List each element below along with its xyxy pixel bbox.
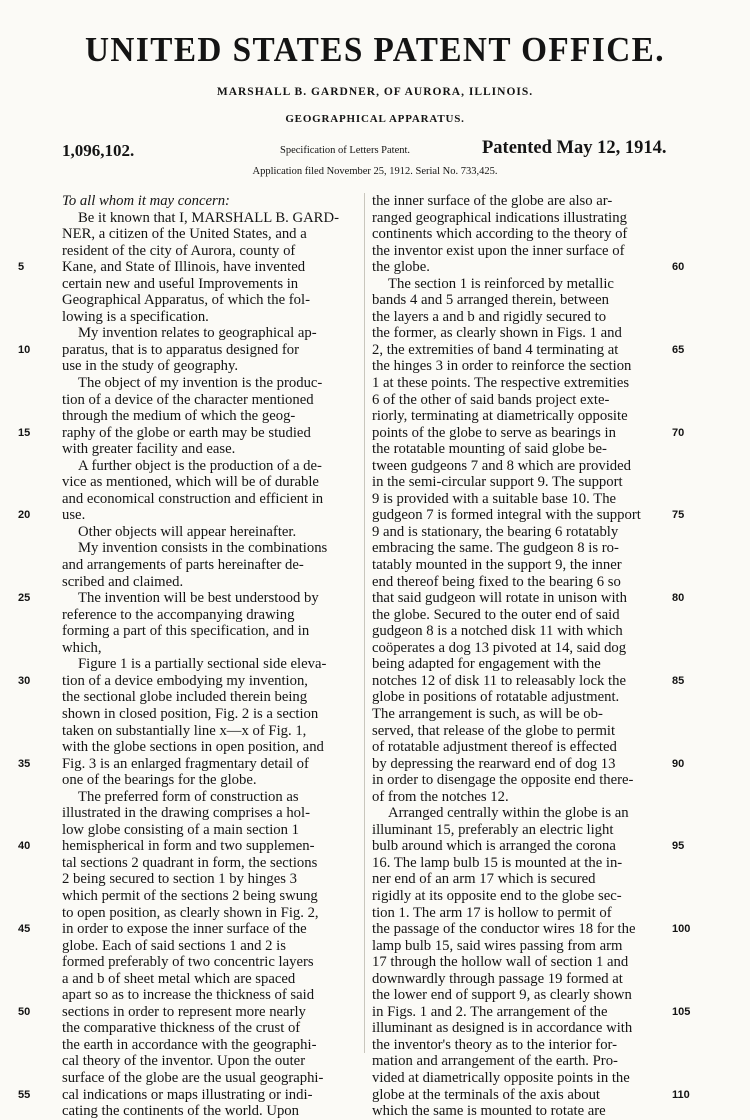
text-line: illuminant 15, preferably an electric light: [372, 821, 614, 838]
line-number: 95: [672, 840, 685, 853]
text-line: resident of the city of Aurora, county of: [62, 242, 296, 259]
text-line: the inventor exist upon the inner surface of: [372, 242, 625, 259]
text-line: tion of a device of the character mentioned: [62, 391, 314, 408]
text-line: gudgeon 7 is formed integral with the support: [372, 507, 641, 524]
line-number: 110: [672, 1088, 690, 1101]
text-line: through the medium of which the geog-: [62, 408, 296, 425]
text-line: and arrangements of parts hereinafter de-: [62, 557, 304, 574]
text-line: gudgeon 8 is a notched disk 11 with which: [372, 623, 623, 640]
text-line: sections in order to represent more nearly: [62, 1003, 306, 1020]
text-line: globe in positions of rotatable adjustment.: [372, 689, 620, 706]
text-line: by depressing the rearward end of dog 13: [372, 755, 616, 772]
text-line: in order to disengage the opposite end there-: [372, 772, 634, 789]
text-line: tal sections 2 quadrant in form, the sections: [62, 854, 318, 871]
text-line: the rotatable mounting of said globe be-: [372, 441, 607, 458]
text-line: raphy of the globe or earth may be studied: [62, 424, 311, 441]
text-line: one of the bearings for the globe.: [62, 772, 257, 789]
text-line: taken on substantially line x—x of Fig. 1,: [62, 722, 307, 739]
text-line: Other objects will appear hereinafter.: [78, 523, 297, 540]
text-line: the lower end of support 9, as clearly shown: [372, 987, 632, 1004]
text-line: bulb around which is arranged the corona: [372, 838, 616, 855]
right-column: [372, 193, 664, 1120]
line-number: 65: [672, 343, 685, 356]
line-number: 30: [18, 674, 31, 687]
text-line: downwardly through passage 19 formed at: [372, 970, 623, 987]
office-title: UNITED STATES PATENT OFFICE.: [84, 30, 666, 69]
text-line: To all whom it may concern:: [62, 193, 230, 209]
left-column: [62, 193, 358, 1120]
text-line: in Figs. 1 and 2. The arrangement of the: [372, 1003, 608, 1020]
text-line: The object of my invention is the produc-: [78, 375, 323, 392]
text-line: tion 1. The arm 17 is hollow to permit of: [372, 904, 612, 921]
text-line: vice as mentioned, which will be of durable: [62, 474, 319, 491]
line-number: 55: [18, 1088, 31, 1101]
specification-label: Specification of Letters Patent.: [280, 145, 411, 156]
text-line: 6 of the other of said bands project exte-: [372, 391, 610, 408]
text-line: The arrangement is such, as will be ob-: [372, 705, 603, 722]
text-line: to open position, as clearly shown in Fig. 2,: [62, 904, 319, 921]
text-line: being adapted for engagement with the: [372, 656, 601, 673]
line-number: 15: [18, 426, 31, 439]
text-line: embracing the same. The gudgeon 8 is ro-: [372, 540, 619, 557]
text-line: A further object is the production of a de-: [78, 457, 322, 474]
text-line: surface of the globe are the usual geographi-: [62, 1069, 324, 1086]
text-line: cating the continents of the world. Upon: [62, 1103, 299, 1120]
text-line: 9 and is stationary, the bearing 6 rotatably: [372, 523, 619, 540]
line-number: 50: [18, 1005, 31, 1018]
text-line: 17 through the hollow wall of section 1 and: [372, 954, 629, 971]
text-line: The preferred form of construction as: [78, 788, 299, 805]
line-number: 60: [672, 261, 685, 274]
text-line: NER, a citizen of the United States, and a: [62, 226, 307, 243]
text-line: low globe consisting of a main section 1: [62, 821, 300, 838]
text-line: My invention consists in the combinations: [78, 540, 328, 557]
line-number: 20: [18, 509, 31, 522]
text-line: riorly, terminating at diametrically opposite: [372, 408, 628, 425]
text-line: which permit of the sections 2 being swung: [62, 887, 318, 904]
text-line: The section 1 is reinforced by metallic: [388, 275, 614, 292]
text-line: tween gudgeons 7 and 8 which are provided: [372, 457, 631, 474]
text-line: bands 4 and 5 arranged therein, between: [372, 292, 609, 309]
text-line: with greater facility and ease.: [62, 441, 236, 458]
text-line: lamp bulb 15, said wires passing from arm: [372, 937, 623, 954]
application-info: Application filed November 25, 1912. Serial No. 733,425.: [252, 166, 498, 177]
text-line: the former, as clearly shown in Figs. 1 and: [372, 325, 622, 342]
line-number: 85: [672, 674, 685, 687]
text-line: 9 is provided with a suitable base 10. The: [372, 490, 617, 507]
text-line: end thereof being fixed to the bearing 6 so: [372, 573, 621, 590]
text-line: ranged geographical indications illustrating: [372, 209, 627, 226]
text-line: points of the globe to serve as bearings in: [372, 424, 616, 441]
text-line: use.: [62, 507, 86, 524]
text-line: The invention will be best understood by: [78, 590, 319, 607]
text-line: the globe. Secured to the outer end of said: [372, 606, 620, 623]
text-line: illustrated in the drawing comprises a hol-: [62, 805, 310, 822]
text-line: which,: [62, 639, 102, 656]
line-number: 105: [672, 1005, 691, 1018]
line-number: 40: [18, 840, 31, 853]
text-line: ner end of an arm 17 which is secured: [372, 871, 596, 888]
line-number: 75: [672, 509, 685, 522]
text-line: lowing is a specification.: [62, 308, 209, 325]
text-line: with the globe sections in open position, and: [62, 739, 324, 756]
line-number: 90: [672, 757, 685, 770]
text-line: My invention relates to geographical ap-: [78, 325, 317, 342]
text-line: the inventor's theory as to the interior for-: [372, 1036, 618, 1053]
line-number: 100: [672, 923, 691, 936]
text-line: certain new and useful Improvements in: [62, 275, 299, 292]
text-line: 1 at these points. The respective extremities: [372, 375, 630, 392]
line-number: 70: [672, 426, 685, 439]
line-number: 45: [18, 923, 31, 936]
text-line: 2 being secured to section 1 by hinges 3: [62, 871, 297, 888]
text-line: a and b of sheet metal which are spaced: [62, 970, 296, 987]
text-line: the earth in accordance with the geographi-: [62, 1036, 317, 1053]
text-line: of from the notches 12.: [372, 788, 509, 805]
text-line: cal theory of the inventor. Upon the outer: [62, 1053, 306, 1070]
text-line: and economical construction and efficient in: [62, 490, 324, 507]
text-line: the passage of the conductor wires 18 for the: [372, 921, 636, 938]
text-line: Fig. 3 is an enlarged fragmentary detail of: [62, 755, 309, 772]
text-line: Arranged centrally within the globe is an: [388, 805, 629, 822]
text-line: 2, the extremities of band 4 terminating at: [372, 341, 619, 358]
text-line: notches 12 of disk 11 to releasably lock the: [372, 672, 626, 689]
text-line: hemispherical in form and two supplemen-: [62, 838, 315, 855]
text-line: Be it known that I, MARSHALL B. GARD-: [78, 209, 339, 226]
line-number: 25: [18, 592, 31, 605]
text-line: vided at diametrically opposite points in the: [372, 1069, 630, 1086]
text-line: tatably mounted in the support 9, the inner: [372, 557, 622, 574]
text-line: 16. The lamp bulb 15 is mounted at the in-: [372, 854, 623, 871]
text-line: shown in closed position, Fig. 2 is a section: [62, 705, 319, 722]
text-line: of rotatable adjustment thereof is effected: [372, 739, 617, 756]
text-line: mation and arrangement of the earth. Pro-: [372, 1053, 618, 1070]
line-number: 5: [18, 261, 25, 274]
text-line: in order to expose the inner surface of the: [62, 921, 307, 938]
text-line: reference to the accompanying drawing: [62, 606, 295, 623]
invention-title: GEOGRAPHICAL APPARATUS.: [285, 113, 465, 125]
inventor-line: MARSHALL B. GARDNER, OF AURORA, ILLINOIS.: [216, 86, 534, 98]
text-line: continents which according to the theory of: [372, 226, 628, 243]
text-line: rigidly at its opposite end to the globe sec-: [372, 887, 622, 904]
text-line: that said gudgeon will rotate in unison with: [372, 590, 627, 607]
text-line: paratus, that is to apparatus designed for: [62, 341, 299, 358]
text-line: illuminant as designed is in accordance with: [372, 1020, 633, 1037]
text-line: apart so as to increase the thickness of said: [62, 987, 315, 1004]
line-number: 35: [18, 757, 31, 770]
text-line: the inner surface of the globe are also ar-: [372, 193, 613, 209]
text-line: cal indications or maps illustrating or indi-: [62, 1086, 313, 1103]
text-line: the sectional globe included therein being: [62, 689, 308, 706]
text-line: Figure 1 is a partially sectional side eleva-: [78, 656, 327, 673]
patent-number: 1,096,102.: [62, 141, 135, 160]
text-line: globe at the terminals of the axis about: [372, 1086, 601, 1103]
text-line: forming a part of this specification, and in: [62, 623, 310, 640]
column-divider: [364, 193, 365, 1053]
line-number: 80: [672, 592, 685, 605]
text-line: tion of a device embodying my invention,: [62, 672, 308, 689]
text-line: Kane, and State of Illinois, have invented: [62, 259, 306, 276]
text-line: in the semi-circular support 9. The support: [372, 474, 623, 491]
text-line: the layers a and b and rigidly secured to: [372, 308, 607, 325]
text-line: scribed and claimed.: [62, 573, 184, 590]
text-line: Geographical Apparatus, of which the fol-: [62, 292, 310, 309]
text-line: coöperates a dog 13 pivoted at 14, said dog: [372, 639, 627, 656]
text-line: the comparative thickness of the crust of: [62, 1020, 301, 1037]
text-line: served, that release of the globe to permit: [372, 722, 616, 739]
text-line: which the same is mounted to rotate are: [372, 1103, 606, 1120]
text-line: the globe.: [372, 259, 430, 276]
patented-date: Patented May 12, 1914.: [482, 138, 667, 158]
text-line: use in the study of geography.: [62, 358, 239, 375]
text-line: formed preferably of two concentric layers: [62, 954, 314, 971]
text-line: globe. Each of said sections 1 and 2 is: [62, 937, 286, 954]
line-number: 10: [18, 343, 31, 356]
text-line: the hinges 3 in order to reinforce the section: [372, 358, 632, 375]
